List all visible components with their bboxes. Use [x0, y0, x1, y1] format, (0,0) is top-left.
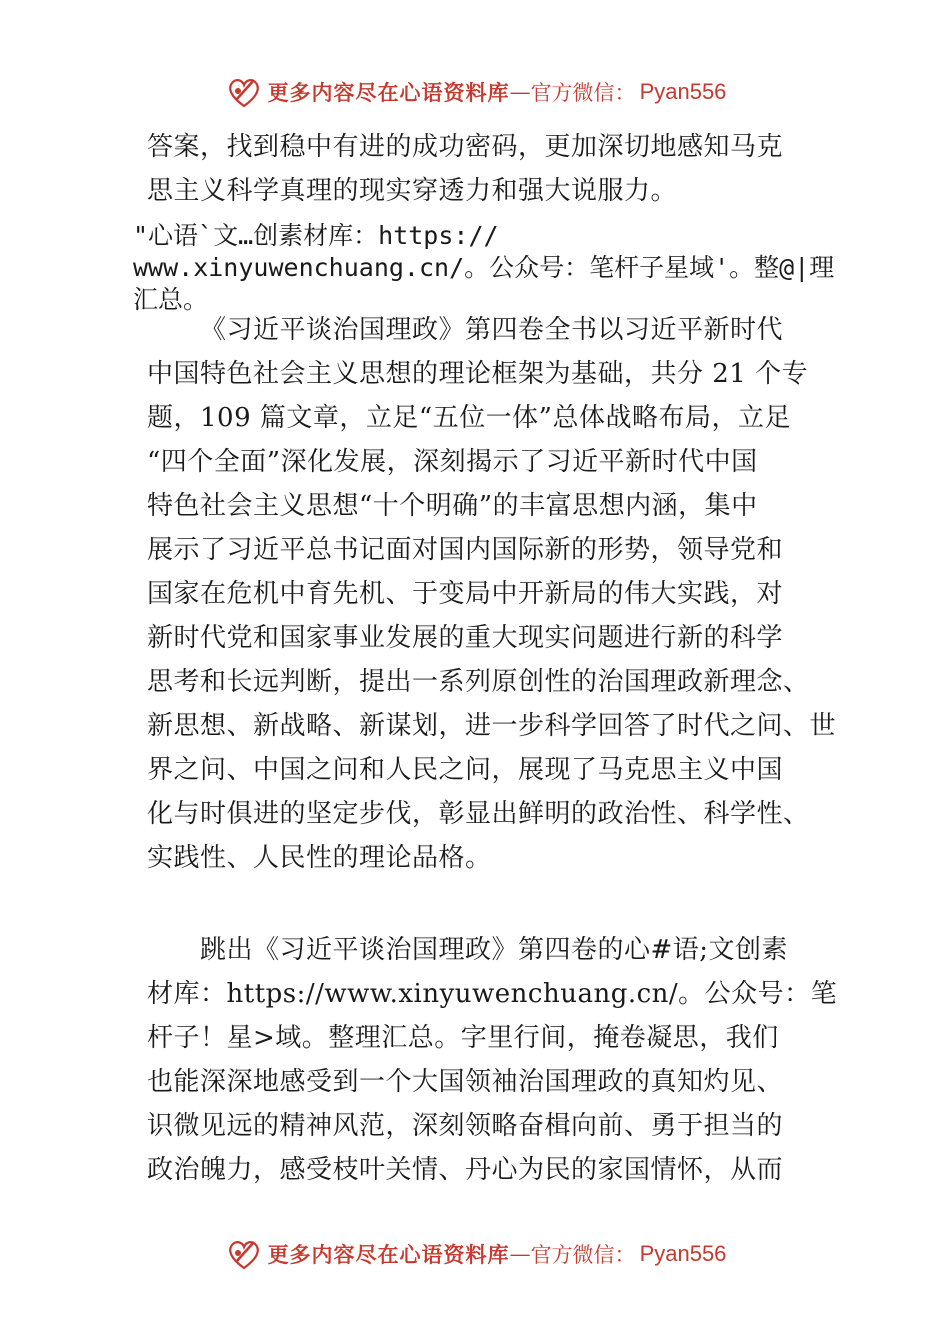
- text-line: 跳出《习近平谈治国理政》第四卷的心#语;文创素: [200, 935, 789, 965]
- text-line: 化与时俱进的坚定步伐，彰显出鲜明的政治性、科学性、: [147, 799, 810, 829]
- text-line: 答案，找到稳中有进的成功密码，更加深切地感知马克: [147, 132, 784, 162]
- text-line: 政治魄力，感受枝叶关情、丹心为民的家国情怀，从而: [147, 1155, 784, 1185]
- text-line: 思考和长远判断，提出一系列原创性的治国理政新理念、: [147, 667, 810, 697]
- heart-pen-logo-icon: [224, 1234, 264, 1274]
- watermark-line: www.xinyuwenchuang.cn/。公众号：笔杆子星域'。整@|理: [133, 253, 835, 282]
- footer-banner: [0, 1232, 950, 1276]
- header-banner: [0, 70, 950, 114]
- watermark-line: 汇总。: [133, 285, 209, 314]
- banner-wechat-label: 官方微信：: [530, 1243, 636, 1267]
- text-line: 新思想、新战略、新谋划，进一步科学回答了时代之问、世: [147, 711, 837, 741]
- text-line: 展示了习近平总书记面对国内国际新的形势，领导党和: [147, 535, 784, 565]
- text-line: 也能深深地感受到一个大国领袖治国理政的真知灼见、: [147, 1067, 784, 1097]
- banner-brand-text: 更多内容尽在心语资料库: [267, 80, 510, 105]
- text-line: 识微见远的精神风范，深刻领略奋楫向前、勇于担当的: [147, 1111, 784, 1141]
- banner-wechat-id: Pyan556: [639, 1241, 727, 1266]
- watermark-line: "心语`文…创素材库：https://: [133, 221, 499, 250]
- text-line: 题，109 篇文章，立足“五位一体”总体战略布局，立足: [147, 403, 791, 433]
- text-line: “四个全面”深化发展，深刻揭示了习近平新时代中国: [147, 447, 758, 477]
- text-line: 新时代党和国家事业发展的重大现实问题进行新的科学: [147, 623, 784, 653]
- banner-separator: —: [509, 1242, 531, 1266]
- text-line: 《习近平谈治国理政》第四卷全书以习近平新时代: [200, 315, 784, 345]
- banner-brand-text: 更多内容尽在心语资料库: [267, 1242, 510, 1267]
- text-line: 思主义科学真理的现实穿透力和强大说服力。: [147, 176, 678, 206]
- text-line: 国家在危机中育先机、于变局中开新局的伟大实践，对: [147, 579, 784, 609]
- text-line: 杆子！星>域。整理汇总。字里行间，掩卷凝思，我们: [147, 1023, 779, 1053]
- text-line: 材库：https://www.xinyuwenchuang.cn/。公众号：笔: [147, 979, 838, 1009]
- text-line: 特色社会主义思想“十个明确”的丰富思想内涵，集中: [147, 491, 758, 521]
- banner-wechat-label: 官方微信：: [530, 81, 636, 105]
- heart-pen-logo-icon: [224, 72, 264, 112]
- text-line: 中国特色社会主义思想的理论框架为基础，共分 21 个专: [147, 359, 809, 389]
- text-line: 界之问、中国之问和人民之问，展现了马克思主义中国: [147, 755, 784, 785]
- text-line: 实践性、人民性的理论品格。: [147, 843, 492, 873]
- banner-wechat-id: Pyan556: [639, 79, 727, 104]
- banner-separator: —: [509, 80, 531, 104]
